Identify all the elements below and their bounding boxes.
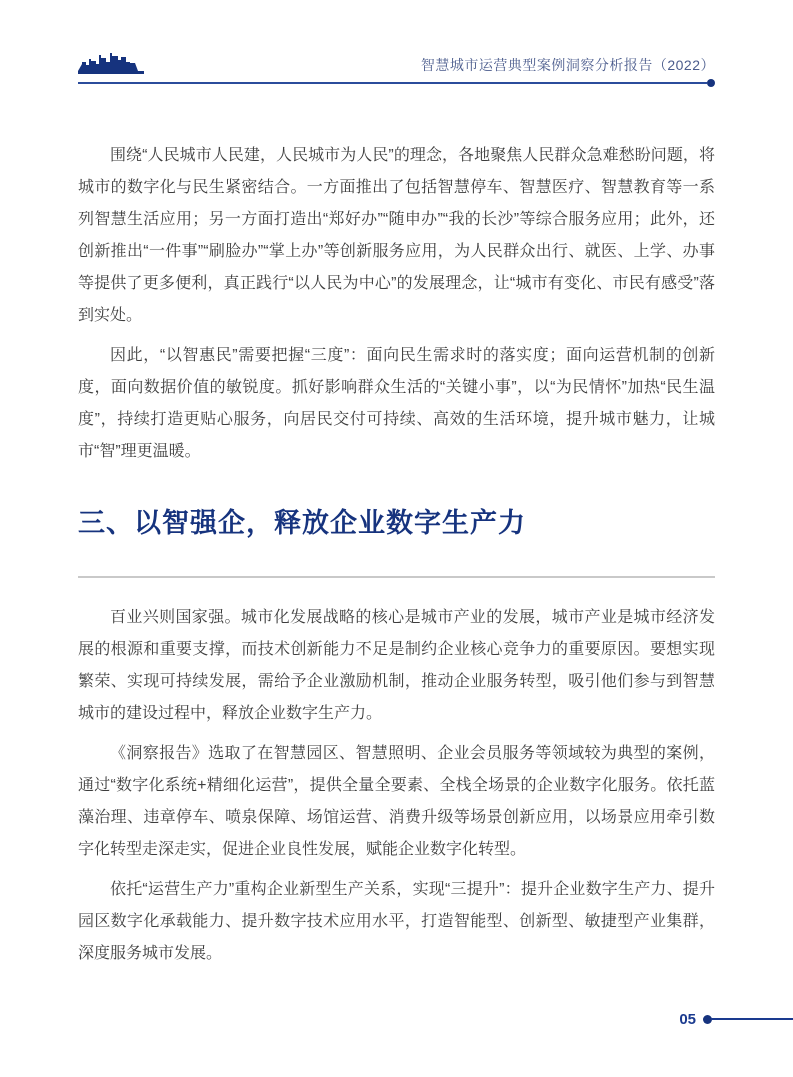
- header-rule-dot: [707, 79, 715, 87]
- body-paragraph-3: 依托“运营生产力”重构企业新型生产关系，实现“三提升”：提升企业数字生产力、提升园区数字化承载能力、提升数字技术应用水平，打造智能型、创新型、敏捷型产业集群，深度服务城市发展。: [78, 881, 715, 962]
- report-title: 智慧城市运营典型案例洞察分析报告（2022）: [420, 57, 715, 73]
- page-footer: [0, 1011, 793, 1027]
- body-paragraph-1: 百业兴则国家强。城市化发展战略的核心是城市产业的发展，城市产业是城市经济发展的根源和重要支撑，而技术创新能力不足是制约企业核心竞争力的重要原因。要想实现繁荣、实现可持续发展，需给予企业激励机制，推动企业服务转型，吸引他们参与到智慧城市的建设过程中，释放企业数字生产力。: [78, 609, 715, 722]
- page-number: 05: [679, 1010, 696, 1028]
- page-content: [78, 140, 715, 978]
- city-skyline-icon: [78, 50, 148, 74]
- page-header: [78, 50, 715, 87]
- intro-paragraph-1: 围绕“人民城市人民建，人民城市为人民”的理念，各地聚焦人民群众急难愁盼问题，将城市的数字化与民生紧密结合。一方面推出了包括智慧停车、智慧医疗、智慧教育等一系列智慧生活应用；另一方面打造出“郑好办”“随申办”“我的长沙”等综合服务应用；此外，还创新推出“一件事”“刷脸办”“掌上办”等创新服务应用，为人民群众出行、就医、上学、办事等提供了更多便利，真正践行“以人民为中心”的发展理念，让“城市有变化、市民有感受”落到实处。: [78, 147, 715, 324]
- intro-paragraph-2: 因此，“以智惠民”需要把握“三度”：面向民生需求时的落实度；面向运营机制的创新度，面向数据价值的敏锐度。抓好影响群众生活的“关键小事”，以“为民情怀”加热“民生温度”，持续打造更贴心服务，向居民交付可持续、高效的生活环境，提升城市魅力，让城市“智”理更温暖。: [78, 347, 715, 460]
- section-divider: [78, 576, 715, 578]
- footer-rule: [711, 1018, 793, 1020]
- body-paragraph-2: 《洞察报告》选取了在智慧园区、智慧照明、企业会员服务等领域较为典型的案例，通过“数字化系统+精细化运营”，提供全量全要素、全栈全场景的企业数字化服务。依托蓝藻治理、违章停车、喷泉保障、场馆运营、消费升级等场景创新应用，以场景应用牵引数字化转型走深走实，促进企业良性发展，赋能企业数字化转型。: [78, 745, 715, 858]
- section-heading: 三、以智强企，释放企业数字生产力: [78, 508, 526, 538]
- header-rule: [78, 82, 707, 84]
